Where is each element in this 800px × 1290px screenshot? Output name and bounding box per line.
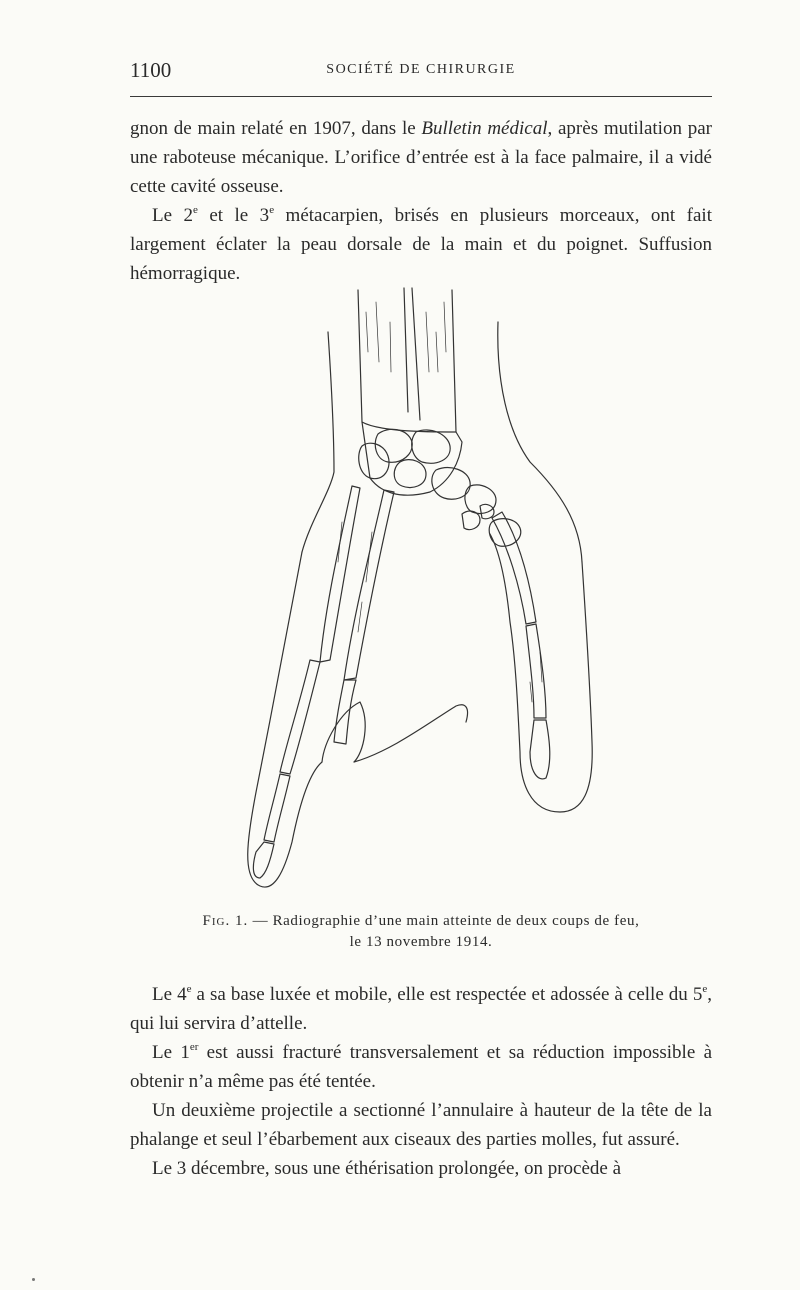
hand-radiograph-figure: [230, 282, 600, 902]
text-run: , après mutilation par une raboteuse mécanique. L’orifice d’entrée est à la face palmaire, il a vidé cette cavité osseuse.: [130, 118, 712, 197]
text-run: est aussi fracturé transversalement et sa réduction impossible à obtenir n’a même pas été tentée.: [130, 1042, 712, 1092]
paragraph-2: [130, 201, 712, 288]
superscript: er: [189, 1041, 199, 1053]
caption-line-2: le 13 novembre 1914.: [349, 934, 493, 950]
paragraph-5: Un deuxième projectile a sectionné l’annulaire à hauteur de la tête de la phalange et seul l’ébarbement aux ciseaux des parties molles, fut assuré.: [130, 1100, 712, 1150]
header-rule: [130, 96, 712, 97]
caption-dash: —: [248, 913, 273, 929]
hand-skeleton-drawing: [230, 282, 600, 902]
paragraph-3: [130, 980, 712, 1038]
superscript: e: [193, 204, 198, 216]
body-text-top: [130, 114, 712, 288]
text-run: métacarpien, brisés en plusieurs morceaux, ont fait largement éclater la peau dorsale de la main et du poignet. Suffusion hémorragique.: [130, 205, 712, 284]
superscript: e: [269, 204, 275, 216]
body-text-bottom: [130, 980, 712, 1183]
page-number: 1100: [130, 58, 172, 82]
text-run: Le 1: [152, 1042, 190, 1063]
figure-caption: [130, 911, 712, 953]
running-head: SOCIÉTÉ DE CHIRURGIE: [326, 62, 516, 77]
text-run: a sa base luxée et mobile, elle est respectée et adossée à celle du 5: [191, 984, 703, 1005]
caption-text-1: Radiographie d’une main atteinte de deux coups de feu,: [272, 913, 640, 929]
text-run: Le 2: [152, 205, 193, 226]
text-run: Le 4: [152, 984, 187, 1005]
paragraph-1: [130, 114, 712, 201]
journal-title: Bulletin médical: [421, 118, 548, 139]
paragraph-6: Le 3 décembre, sous une éthérisation prolongée, on procède à: [152, 1158, 622, 1179]
paper-speck: [32, 1278, 35, 1281]
paragraph-4: [130, 1038, 712, 1096]
text-run: et le 3: [197, 205, 270, 226]
page-header: [130, 58, 712, 84]
text-run: gnon de main relaté en 1907, dans le: [130, 118, 422, 139]
superscript: e: [186, 983, 192, 995]
text-run: , qui lui servira d’attelle.: [130, 984, 712, 1034]
figure-label: Fig. 1.: [202, 913, 249, 929]
superscript: e: [702, 983, 708, 995]
caption-line-1: [130, 911, 712, 932]
